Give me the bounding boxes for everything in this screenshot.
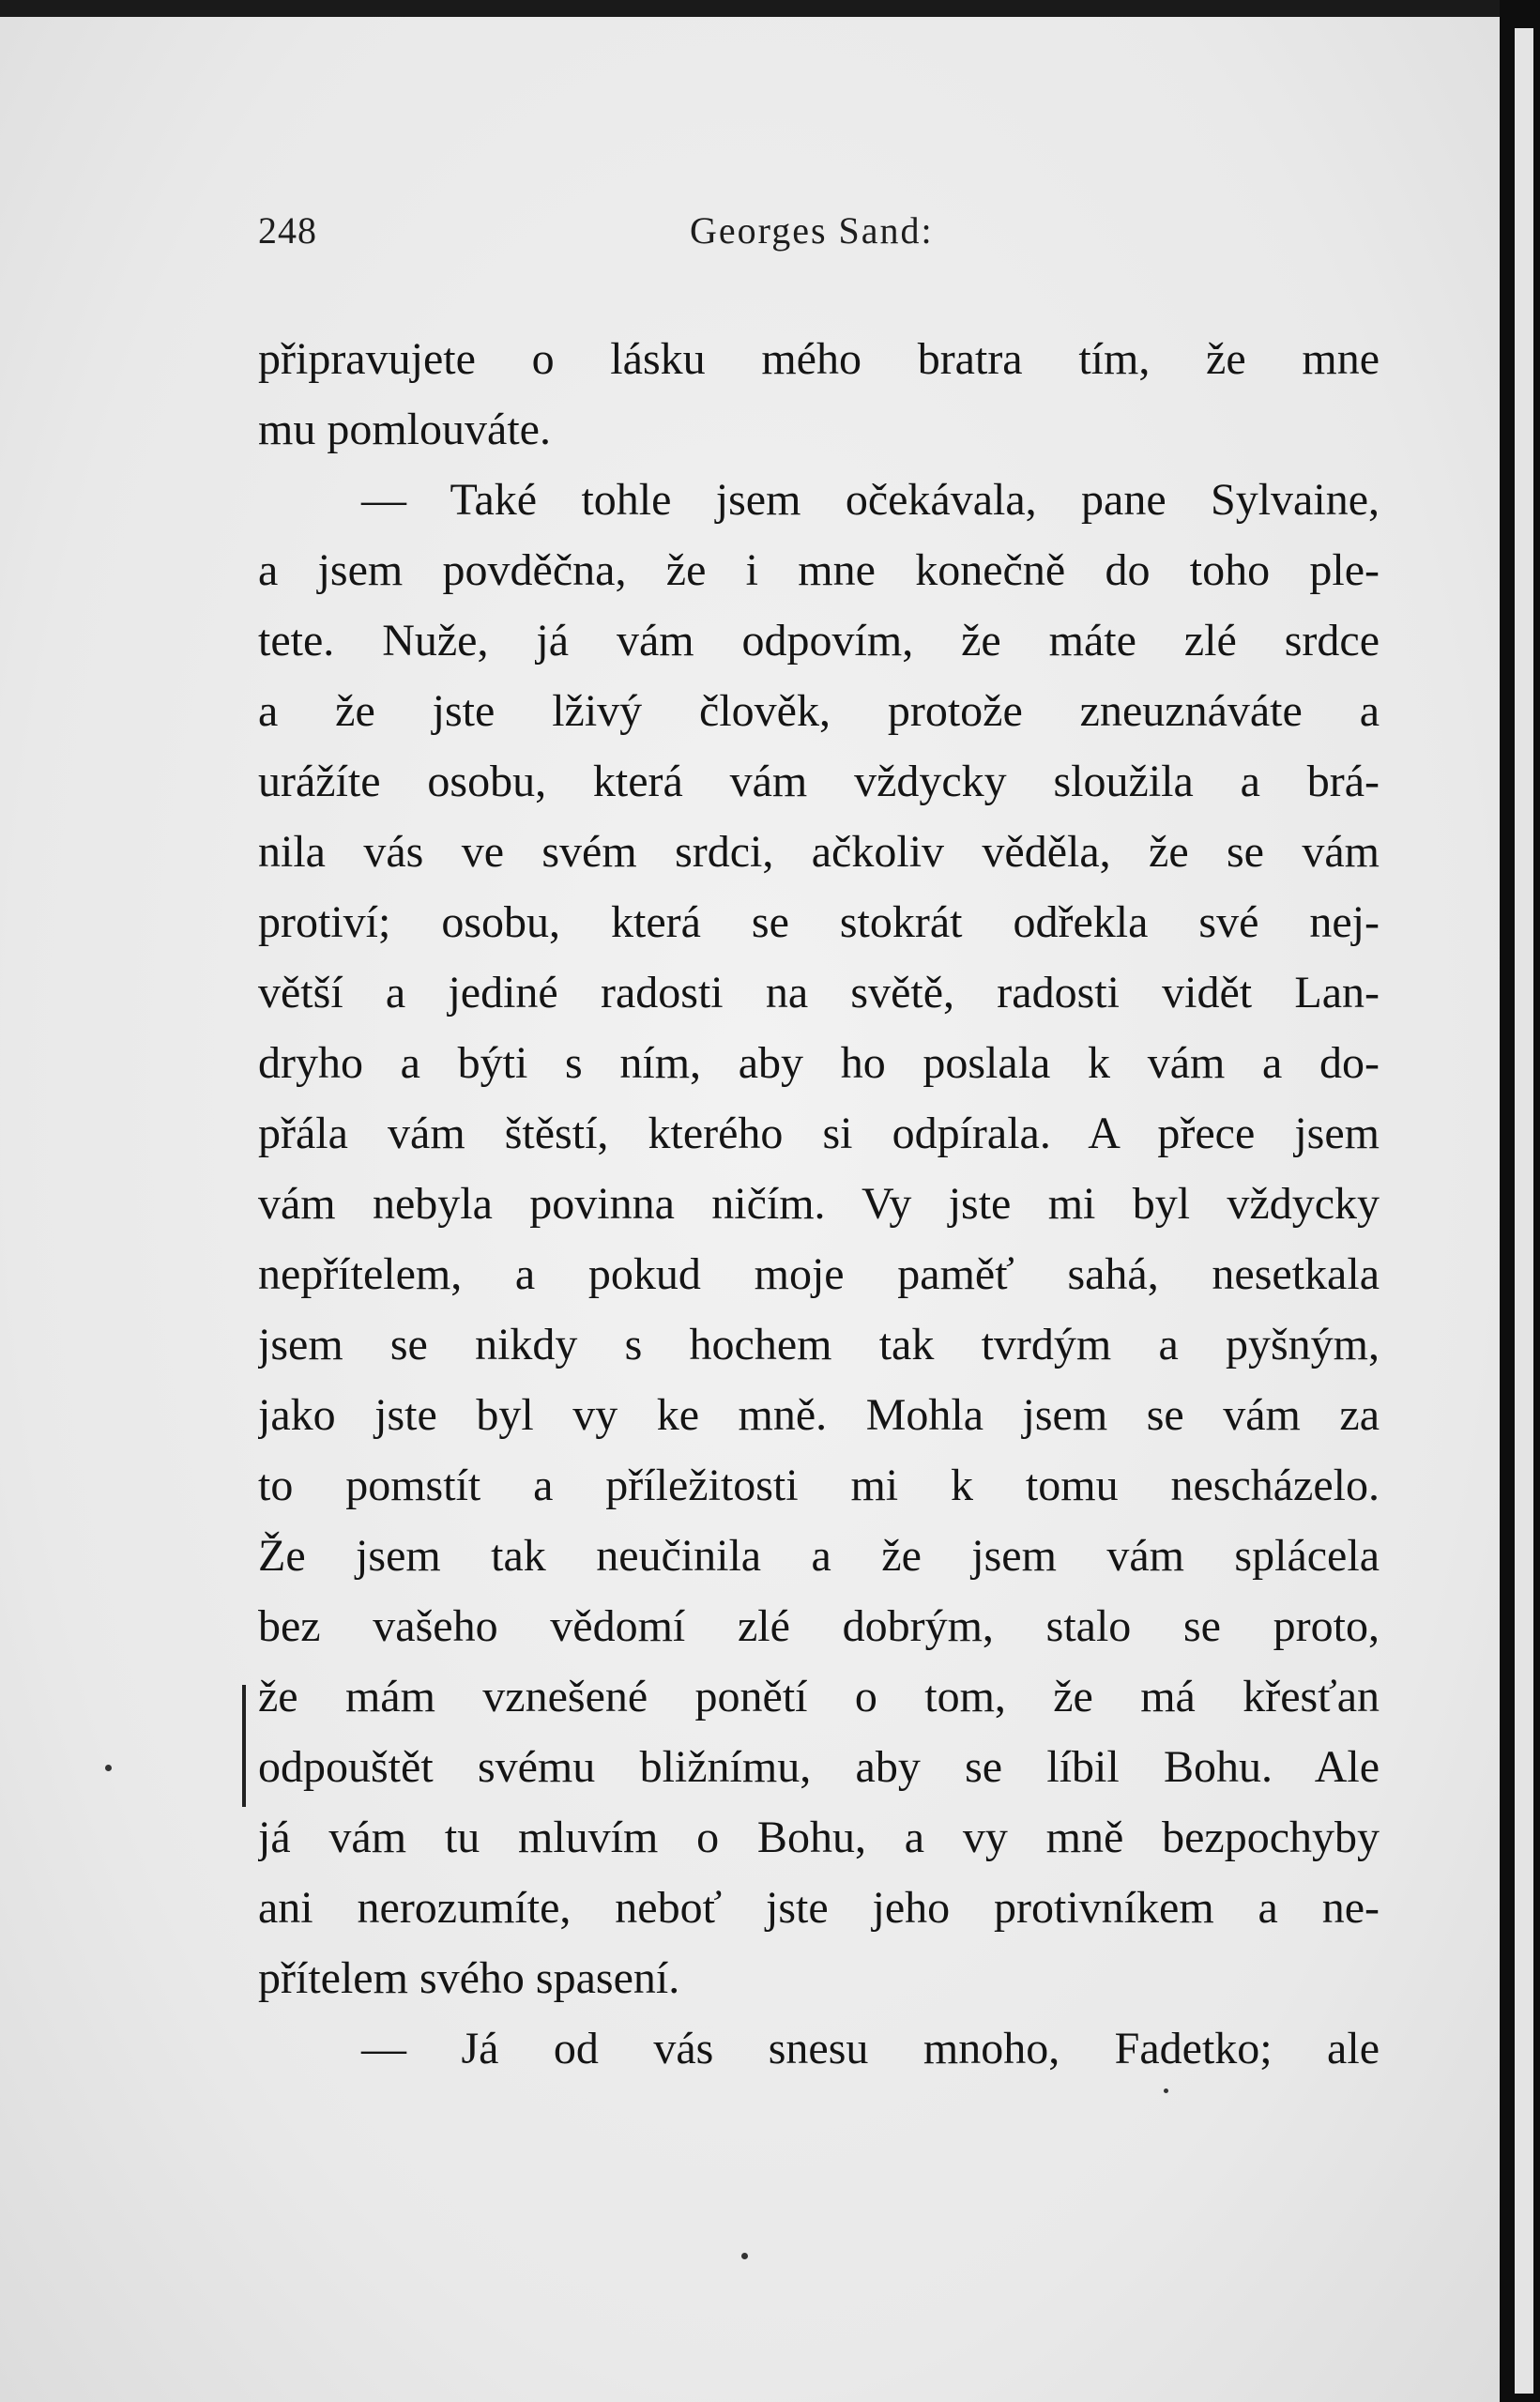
scan-speck (1164, 2088, 1168, 2093)
body-text (258, 324, 1380, 2084)
text-line: jsem se nikdy s hochem tak tvrdým a pyšným, (258, 1320, 1380, 1369)
text-line: a že jste lživý člověk, protože zneuznáváte a (258, 686, 1380, 736)
text-line: nila vás ve svém srdci, ačkoliv věděla, že se vám (258, 827, 1380, 877)
text-line: mu pomlouváte. (258, 405, 551, 454)
text-line: dryho a býti s ním, aby ho poslala k vám a do- (258, 1038, 1380, 1088)
scan-speck (105, 1765, 112, 1771)
text-line: nepřítelem, a pokud moje paměť sahá, nesetkala (258, 1249, 1380, 1299)
margin-mark (242, 1685, 246, 1807)
text-line: přítelem svého spasení. (258, 1953, 680, 2003)
text-line: — Také tohle jsem očekávala, pane Sylvaine, (361, 475, 1380, 525)
next-page-edge (1515, 28, 1533, 2394)
page-header (258, 208, 1384, 255)
text-line: bez vašeho vědomí zlé dobrým, stalo se proto, (258, 1601, 1380, 1651)
text-line: Že jsem tak neučinila a že jsem vám splácela (258, 1531, 1380, 1581)
text-line: — Já od vás snesu mnoho, Fadetko; ale (361, 2024, 1380, 2073)
scan-speck (741, 2253, 748, 2259)
text-line: já vám tu mluvím o Bohu, a vy mně bezpochyby (258, 1813, 1380, 1862)
text-line: připravujete o lásku mého bratra tím, že mne (258, 334, 1380, 384)
text-line: ani nerozumíte, neboť jste jeho protivníkem a ne- (258, 1883, 1380, 1933)
running-title: Georges Sand: (690, 209, 934, 252)
text-line: a jsem povděčna, že i mne konečně do toho ple- (258, 545, 1380, 595)
text-line: že mám vznešené ponětí o tom, že má křesťan (258, 1672, 1380, 1721)
text-line: vám nebyla povinna ničím. Vy jste mi byl vždycky (258, 1179, 1380, 1229)
text-line: tete. Nuže, já vám odpovím, že máte zlé srdce (258, 616, 1380, 666)
text-line: urážíte osobu, která vám vždycky sloužila a brá- (258, 757, 1380, 806)
text-line: větší a jediné radosti na světě, radosti vidět Lan- (258, 968, 1380, 1017)
text-line: přála vám štěstí, kterého si odpírala. A přece jsem (258, 1109, 1380, 1158)
text-line: odpouštět svému bližnímu, aby se líbil Bohu. Ale (258, 1742, 1380, 1792)
page-number: 248 (258, 209, 317, 252)
text-line: to pomstít a příležitosti mi k tomu nescházelo. (258, 1461, 1380, 1510)
text-line: protiví; osobu, která se stokrát odřekla své nej- (258, 897, 1380, 947)
text-line: jako jste byl vy ke mně. Mohla jsem se vám za (258, 1390, 1380, 1440)
